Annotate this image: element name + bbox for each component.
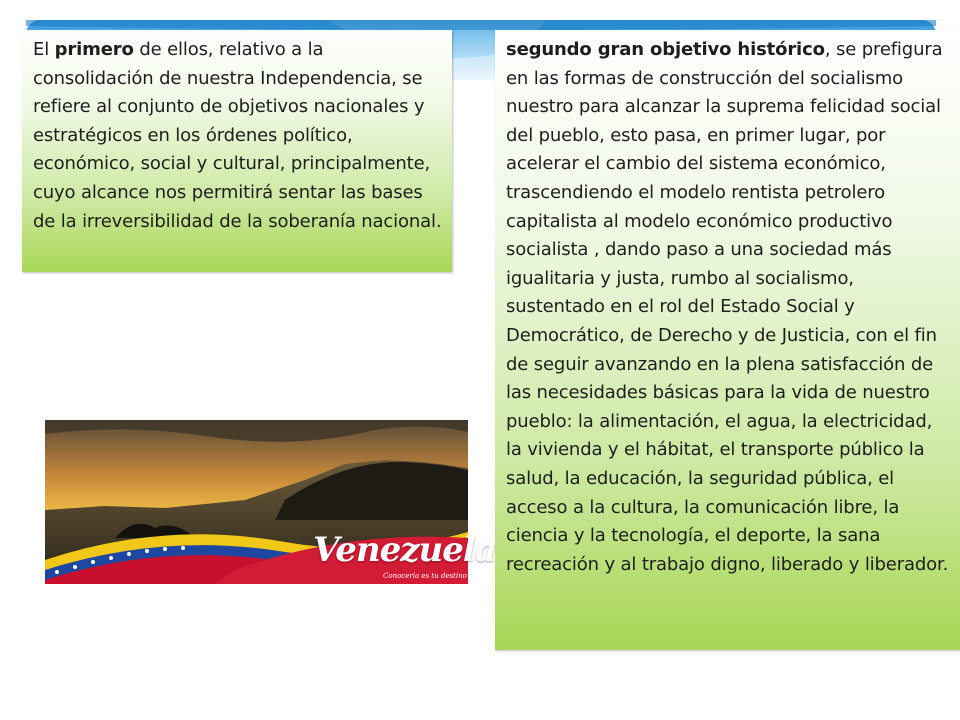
left-text-emphasis: primero xyxy=(54,39,134,60)
left-text-before: El xyxy=(33,39,55,60)
right-text-emphasis: segundo gran objetivo histórico xyxy=(506,39,825,60)
left-text-box xyxy=(22,30,452,272)
right-paragraph xyxy=(506,36,952,579)
venezuela-logo-tagline: Conocerla es tu destino xyxy=(383,572,467,580)
right-text-after: , se prefigura en las formas de construcción del socialismo nuestro para alcanzar la suprema felicidad social del pueblo, esto pasa, en primer lugar, por acelerar el cambio del sistema económico, trascendiendo el modelo rentista petrolero capitalista al modelo económico productivo socialista , dando paso a una sociedad más igualitaria y justa, rumbo al socialismo, sustentado en el rol del Estado Social y Democrático, de Derecho y de Justicia, con el fin de seguir avanzando en la plena satisfacción de las necesidades básicas para la vida de nuestro pueblo: la alimentación, el agua, la electricidad, la vivienda y el hábitat, el transporte público la salud, la educación, la seguridad pública, el acceso a la cultura, la comunicación libre, la ciencia y la tecnología, el deporte, la sana recreación y al trabajo digno, liberado y liberador. xyxy=(506,39,949,575)
venezuela-sunset-photo xyxy=(45,420,496,584)
venezuela-logo-text: Venezuela xyxy=(313,530,496,570)
right-text-box xyxy=(495,30,960,650)
left-text-after: de ellos, relativo a la consolidación de nuestra Independencia, se refiere al conjunto de objetivos nacionales y estratégicos en los órdenes político, económico, social y cultural, principalmente, cuyo alcance nos permitirá sentar las bases de la irreversibilidad de la soberanía nacional. xyxy=(33,39,442,232)
left-paragraph xyxy=(33,36,442,236)
